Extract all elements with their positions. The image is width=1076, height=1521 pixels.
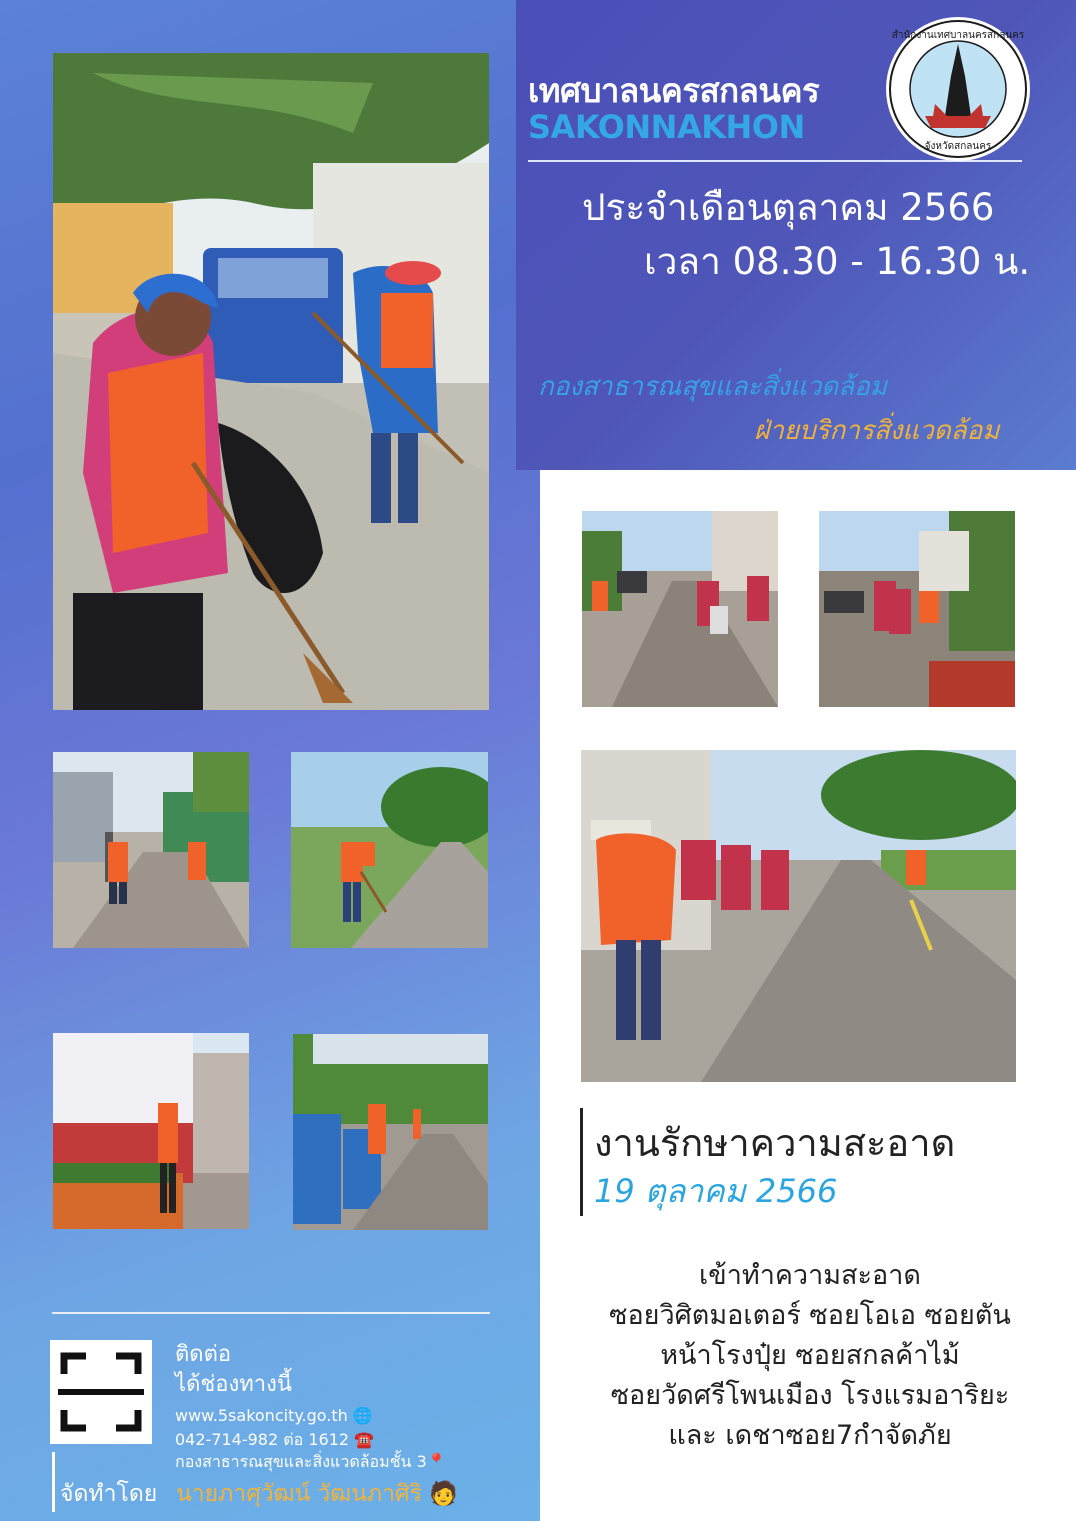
department-name: กองสาธารณสุขและสิ่งแวดล้อม — [538, 372, 887, 402]
contact-title — [175, 1340, 292, 1400]
contact-title-line: ได้ช่องทางนี้ — [175, 1372, 292, 1397]
event-description — [560, 1256, 1060, 1456]
schedule-month: ประจำเดือนตุลาคม 2566 — [582, 186, 995, 229]
description-line: และ เดชาซอย7กำจัดภัย — [668, 1420, 952, 1451]
made-by-name: นายภาศุวัฒน์ วัฒนภาศิริ 🧑 — [176, 1481, 458, 1507]
photo-main-sweeping — [53, 53, 489, 710]
photo-street-4 — [293, 1034, 488, 1230]
contact-website[interactable]: www.5sakoncity.go.th 🌐 — [175, 1406, 373, 1425]
contact-title-line: ติดต่อ — [175, 1342, 232, 1367]
description-line: ซอยวิศิตมอเตอร์ ซอยโอเอ ซอยตัน — [609, 1300, 1011, 1331]
org-name-thai: เทศบาลนครสกลนคร — [528, 71, 820, 110]
division-name: ฝ่ายบริการสิ่งแวดล้อม — [754, 416, 1000, 446]
photo-street-1 — [53, 752, 249, 948]
contact-phone[interactable]: 042-714-982 ต่อ 1612 ☎️ — [175, 1430, 375, 1449]
photo-street-2 — [291, 752, 488, 948]
schedule-time: เวลา 08.30 - 16.30 น. — [644, 240, 1031, 283]
seal-text-top: สำนักงานเทศบาลนครสกลนคร — [891, 30, 1025, 41]
description-line: หน้าโรงปุ๋ย ซอยสกลค้าไม้ — [660, 1340, 960, 1371]
municipality-seal-logo — [885, 16, 1031, 162]
contact-divider — [52, 1312, 490, 1314]
description-line: ซอยวัดศรีโพนเมือง โรงแรมอาริยะ — [610, 1380, 1010, 1411]
maker-accent-bar — [52, 1452, 55, 1512]
event-date: 19 ตุลาคม 2566 — [594, 1172, 838, 1210]
photo-street-3 — [53, 1033, 249, 1229]
description-line: เข้าทำความสะอาด — [699, 1260, 921, 1291]
event-title: งานรักษาความสะอาด — [594, 1121, 956, 1165]
seal-text-bottom: จังหวัดสกลนคร — [924, 141, 992, 152]
made-by-label: จัดทำโดย — [60, 1481, 158, 1507]
event-accent-bar — [580, 1108, 583, 1216]
photo-alley-2 — [819, 511, 1015, 707]
photo-alley-1 — [582, 511, 778, 707]
photo-alley-large — [581, 750, 1016, 1082]
contact-office: กองสาธารณสุขและสิ่งแวดล้อมชั้น 3📍 — [175, 1452, 447, 1471]
org-name-english: SAKONNAKHON — [528, 108, 805, 146]
qr-scan-icon — [50, 1340, 152, 1444]
